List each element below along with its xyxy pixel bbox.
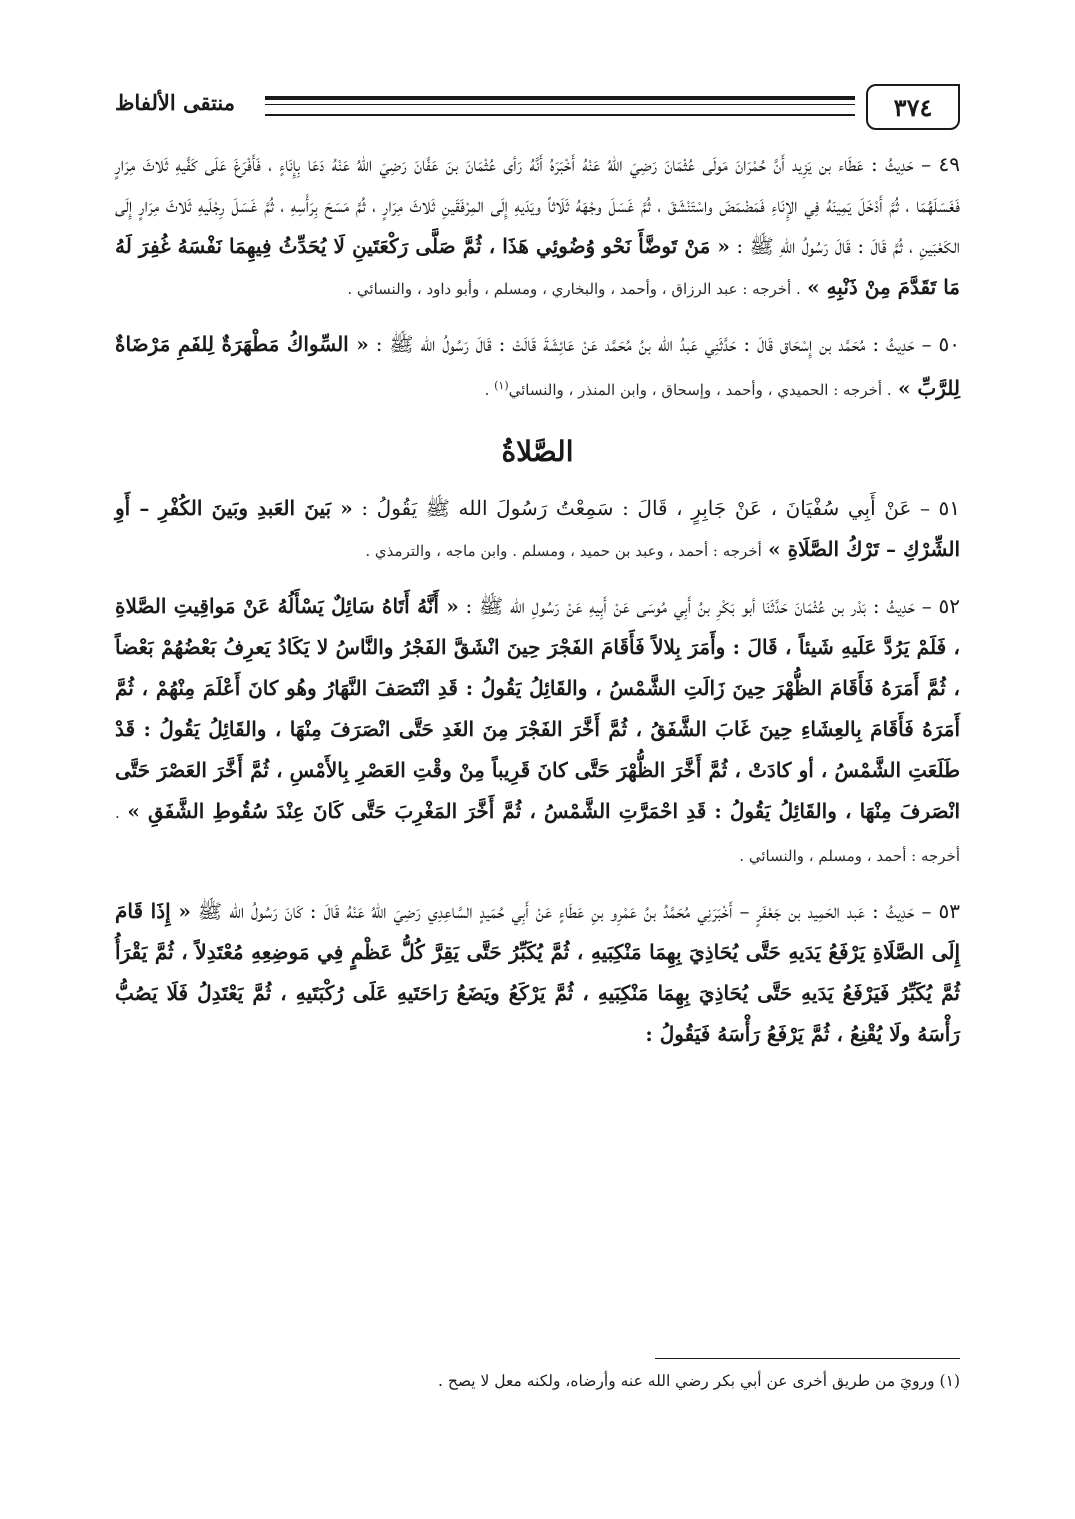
- hadith-number: ٥١ –: [919, 496, 961, 520]
- hadith-quote: « مَنْ تَوضَّأَ نَحْو وُضُوئِي هَذَا ، ثُمَّ صَلَّى رَكْعَتَينِ لَا يُحَدِّثُ فِيهِمَا نَفْسَهُ غُفِرَ لَهُ مَا تَقَدَّمَ مِنْ ذَنْبِهِ »: [115, 234, 960, 299]
- hadith-source: أخرجه : أحمد ، وعبد بن حميد ، ومسلم . وابن ماجه ، والترمذي .: [365, 542, 762, 560]
- page-number: ٣٧٤: [866, 84, 960, 130]
- hadith-number: ٥٢ –: [921, 594, 961, 618]
- hadith-intro: حَدِيثُ : بَدْر بن عُثْمَانَ حَدَّثَنَا أبو بَكْرِ بنُ أَبِي مُوسَى عَنْ أَبِيهِ عَنْ رَسُولِ الله ﷺ :: [465, 594, 916, 618]
- hadith-number: ٥٠ –: [921, 332, 960, 356]
- footnote-rule: [655, 1358, 960, 1359]
- hadith-53: [115, 891, 960, 1055]
- hadith-quote: « إِذَا قَامَ إِلَى الصَّلَاةِ يَرْفَعُ يَدَيهِ حَتَّى يُحَاذِيَ بِهِمَا مَنْكِبَيهِ ، ثُمَّ يُكَبِّرُ حَتَّى يَقِرَّ كُلُّ عَظْمٍ فِي مَوضِعِهِ مُعْتَدِلاً ، ثُمَّ يَقْرَأُ ثُمَّ يُكَبِّرُ فَيَرْفَعُ يَدَيهِ حَتَّى يُحَاذِيَ بِهِمَا مَنْكِبَيهِ ، ثُمَّ يَرْكَعُ ويَضَعُ رَاحَتَيهِ عَلَى رُكْبَتَيهِ ، ثُمَّ يَعْتَدِلُ فَلَا يَصُبُّ رَأْسَهُ ولَا يُقْنِعُ ، ثُمَّ يَرْفَعُ رَأْسَهُ فَيَقُولُ :: [115, 899, 960, 1046]
- hadith-51: [115, 488, 960, 572]
- hadith-quote: « أَنَّهُ أَتَاهُ سَائِلٌ يَسْأَلُهُ عَنْ مَواقِيتِ الصَّلاةِ ، فَلَمْ يَرُدَّ عَلَيهِ شَيئاً ، قَالَ : وأَمَرَ بِلالاً فَأَقَامَ الفَجْرَ حِينَ انْشَقَّ الفَجْرُ والنَّاسُ لا يَكَادُ يَعرِفُ بَعْضُهُمْ بَعْضاً ، ثُمَّ أَمَرَهُ فَأَقَامَ الظُّهْرَ حِينَ زَالَتِ الشَّمْسُ ، والقَائِلُ يَقُولُ : قَدِ انْتَصَفَ النَّهَارُ وهُو كانَ أَعْلَمَ مِنْهُمْ ، ثُمَّ أَمَرَهُ فَأَقَامَ بِالعِشَاءِ حِينَ غَابَ الشَّفَقُ ، ثُمَّ أَخَّرَ الفَجْرَ مِنَ الغَدِ حَتَّى انْصَرَفَ مِنْهَا ، والقَائِلُ يَقُولُ : قَدْ طَلَعَتِ الشَّمْسُ ، أو كادَتْ ، ثُمَّ أَخَّرَ الظُّهْرَ حَتَّى كانَ قَرِيباً مِنْ وقْتِ العَصْرِ بِالأَمْسِ ، ثُمَّ أَخَّرَ العَصْرَ حَتَّى انْصَرفَ مِنْهَا ، والقَائِلُ يَقُولُ : قَدِ احْمَرَّتِ الشَّمْسُ ، ثُمَّ أَخَّرَ المَغْرِبَ حَتَّى كَانَ عِنْدَ سُقُوطِ الشَّفَقِ »: [115, 594, 961, 823]
- hadith-intro: حَدِيثُ : مُحَمَّد بن إِسْحَاق قَالَ : حَدَّثَنِي عَبدُ الله بنُ مُحَمَّد عَنْ عَائِشَةَ قَالَتْ : قَالَ رَسُولُ الله ﷺ :: [375, 332, 915, 356]
- footnote-ref: (١): [494, 379, 509, 392]
- hadith-source: . أخرجه : أحمد ، ومسلم ، والنسائي .: [115, 804, 960, 865]
- hadith-number: ٤٩ –: [921, 152, 961, 176]
- book-page: [115, 70, 960, 1490]
- hadith-intro: حَدِيثُ : عَبد الحَمِيد بن جَعْفَرٍ – أَخْبَرَنِي مُحَمَّدُ بنُ عَمْرِو بنِ عَطَاءٍ عَنْ أَبِي حُمَيدٍ السَّاعِدِي رَضِيَ اللهُ عَنْهُ قَالَ : كَانَ رَسُولُ الله ﷺ: [197, 899, 915, 923]
- section-title: الصَّلاةُ: [501, 435, 574, 468]
- hadith-intro: عَنْ أَبِي سُفْيَانَ ، عَنْ جَابِرٍ ، قَالَ : سَمِعْتُ رَسُولَ الله ﷺ يَقُولُ :: [361, 496, 912, 520]
- hadith-52: [115, 586, 960, 877]
- header-rule: [265, 96, 855, 116]
- hadith-49: [115, 144, 960, 310]
- hadith-number: ٥٣ –: [921, 899, 961, 923]
- running-title: منتقى الألفاظ: [115, 90, 236, 115]
- page-content: [115, 144, 960, 1055]
- hadith-intro: حَدِيثُ : عَطَاء بن يَزِيد أَنَّ حُمْرَانَ مَولَى عُثْمَانَ رَضِيَ اللهُ عَنْهُ أَخْبَرَهُ أَنَّهُ رَأى عُثْمَانَ بنَ عَفَّانَ رَضِيَ اللهُ عَنْهُ دَعَا بِإِنَاءٍ ، فَأَفْرَغَ عَلَى كَفَّيهِ ثَلاثَ مِرَارٍ فَغَسَلَهُمَا ، ثُمَّ أَدْخَلَ يَمِينَهُ فِي الإِنَاءِ فَمَضْمَضَ واسْتَنْشَقَ ، ثُمَّ غَسَلَ وجْهَهُ ثَلَاثاً ويَدَيهِ إِلَى المِرْفَقَينِ ثَلاثَ مِرَارٍ ، ثُمَّ مَسَحَ بِرَأْسِهِ ، ثُمَّ غَسَلَ رِجْلَيهِ ثَلاثَ مِرَارٍ إِلَى الكَعْبَينِ ، ثُمَّ قَالَ : قَالَ رَسُولُ اللهِ ﷺ :: [115, 152, 960, 258]
- hadith-source: . أخرجه : عبد الرزاق ، وأحمد ، والبخاري ، ومسلم ، وأبو داود ، والنسائي .: [347, 280, 801, 298]
- hadith-quote: « السِّواكُ مَطْهَرَةٌ لِلفَمِ مَرْضَاةٌ لِلرَّبِّ »: [115, 332, 960, 400]
- hadith-50: [115, 324, 960, 411]
- footnote: (١) ورويَ من طريق أخرى عن أبي بكر رضي الله عنه وأرضاه، ولكنه معل لا يصح .: [437, 1372, 960, 1390]
- page-header: [115, 76, 960, 136]
- hadith-quote: « بَينَ العَبدِ وبَينَ الكُفْرِ – أَوِ الشِّرْكِ – تَرْكُ الصَّلَاةِ »: [115, 496, 960, 561]
- hadith-source: . أخرجه : الحميدي ، وأحمد ، وإسحاق ، وابن المنذر ، والنسائي$^{(١)}$ .: [484, 379, 892, 399]
